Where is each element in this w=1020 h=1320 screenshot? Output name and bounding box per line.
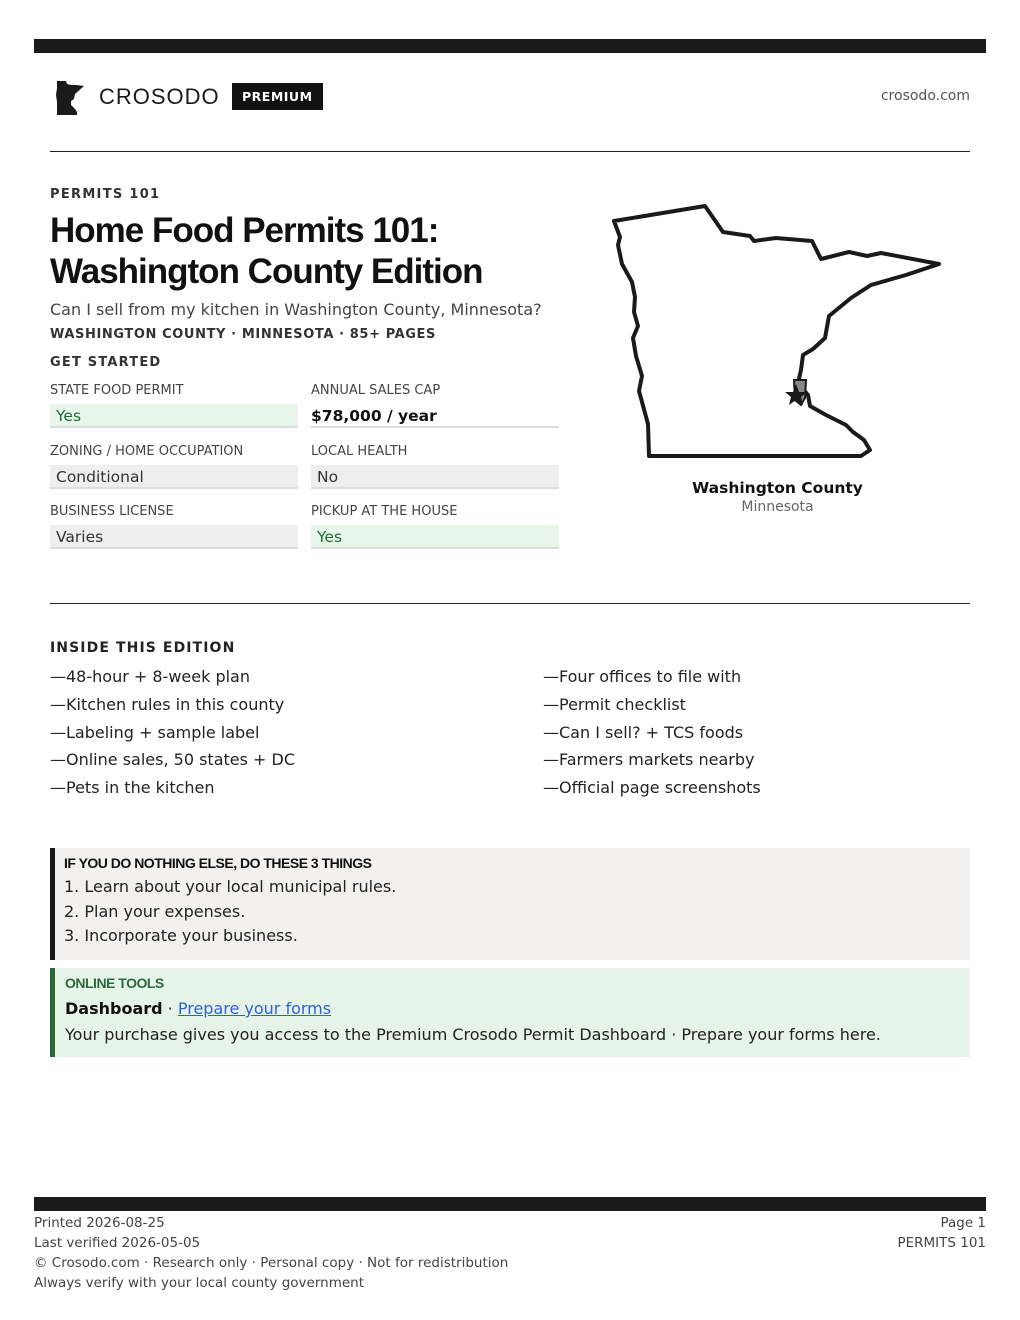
- field-zoning: [50, 443, 298, 489]
- field-value: Conditional: [50, 465, 298, 489]
- list-item: —Can I sell? + TCS foods: [543, 722, 744, 742]
- callout-item: 2. Plan your expenses.: [64, 901, 246, 921]
- section-eyebrow: PERMITS 101: [50, 187, 161, 202]
- field-business-license: [50, 503, 298, 549]
- three-things-callout: [50, 848, 970, 960]
- inside-edition-heading: INSIDE THIS EDITION: [50, 640, 236, 656]
- field-label: LOCAL HEALTH: [311, 444, 408, 459]
- footer-section: PERMITS 101: [897, 1235, 986, 1251]
- tools-title: ONLINE TOOLS: [65, 975, 164, 991]
- separator: ·: [162, 999, 178, 1018]
- title-line-2: Washington County Edition: [50, 252, 483, 291]
- section-divider: [50, 603, 970, 604]
- list-item: —Four offices to file with: [543, 667, 742, 686]
- online-tools-callout: [50, 968, 970, 1057]
- field-label: PICKUP AT THE HOUSE: [311, 504, 458, 519]
- top-rule-bar: [34, 39, 986, 53]
- callout-item: 3. Incorporate your business.: [64, 926, 298, 945]
- contents-list-left: [50, 666, 470, 805]
- field-value: Varies: [50, 525, 298, 549]
- map-state-name: Minnesota: [741, 499, 814, 515]
- list-item: —Farmers markets nearby: [543, 750, 755, 770]
- field-value: Yes: [50, 404, 298, 428]
- field-label: STATE FOOD PERMIT: [50, 383, 184, 398]
- callout-item: 1. Learn about your local municipal rules.: [64, 877, 397, 896]
- field-value: $78,000 / year: [311, 404, 559, 428]
- header-divider: [50, 151, 970, 152]
- dashboard-label: Dashboard: [65, 999, 163, 1018]
- copyright: © Crosodo.com · Research only · Personal copy · Not for redistribution: [34, 1255, 509, 1271]
- page-number: Page 1: [940, 1215, 986, 1231]
- brand-name[interactable]: CROSODO: [99, 84, 220, 109]
- field-label: ZONING / HOME OCCUPATION: [50, 444, 244, 459]
- list-item: —Labeling + sample label: [50, 722, 260, 742]
- field-local-health: [311, 443, 559, 489]
- disclaimer: Always verify with your local county government: [34, 1275, 364, 1291]
- footer-right: [897, 1213, 986, 1253]
- printed-date: Printed 2026-08-25: [34, 1215, 165, 1231]
- verified-date: Last verified 2026-05-05: [34, 1235, 201, 1251]
- minnesota-outline: [614, 206, 939, 456]
- field-label: ANNUAL SALES CAP: [311, 383, 441, 398]
- tools-description: Your purchase gives you access to the Premium Crosodo Permit Dashboard · Prepare your forms here.: [65, 1025, 881, 1044]
- footer-left: [34, 1213, 508, 1293]
- minnesota-logo-icon: [54, 80, 86, 116]
- title-line-1: Home Food Permits 101:: [50, 211, 439, 250]
- field-state-food-permit: [50, 382, 298, 428]
- prepare-forms-link[interactable]: Prepare your forms: [177, 999, 332, 1018]
- map-county-name: Washington County: [692, 479, 863, 497]
- field-label: BUSINESS LICENSE: [50, 504, 174, 519]
- site-url[interactable]: crosodo.com: [880, 88, 970, 104]
- list-item: —Official page screenshots: [543, 778, 761, 798]
- list-item: —Pets in the kitchen: [50, 778, 215, 798]
- list-item: —48-hour + 8-week plan: [50, 667, 250, 686]
- field-annual-sales-cap: [311, 382, 559, 428]
- page-subtitle: Can I sell from my kitchen in Washington County, Minnesota?: [50, 300, 542, 319]
- field-value: No: [311, 465, 559, 489]
- edition-meta: WASHINGTON COUNTY · MINNESOTA · 85+ PAGES: [50, 327, 436, 342]
- tools-dashboard-line: [65, 996, 970, 1022]
- minnesota-map: [605, 200, 950, 465]
- get-started-heading: GET STARTED: [50, 355, 162, 370]
- contents-list-right: [543, 666, 963, 805]
- list-item: —Permit checklist: [543, 694, 686, 714]
- list-item: —Kitchen rules in this county: [50, 694, 285, 714]
- page-title: [50, 210, 590, 292]
- field-pickup-at-house: [311, 503, 559, 549]
- bottom-rule-bar: [34, 1197, 986, 1211]
- map-caption: [600, 479, 955, 515]
- header: [50, 78, 970, 118]
- premium-badge: PREMIUM: [232, 83, 323, 110]
- callout-title: IF YOU DO NOTHING ELSE, DO THESE 3 THINGS: [64, 855, 372, 871]
- field-value: Yes: [311, 525, 559, 549]
- list-item: —Online sales, 50 states + DC: [50, 750, 296, 770]
